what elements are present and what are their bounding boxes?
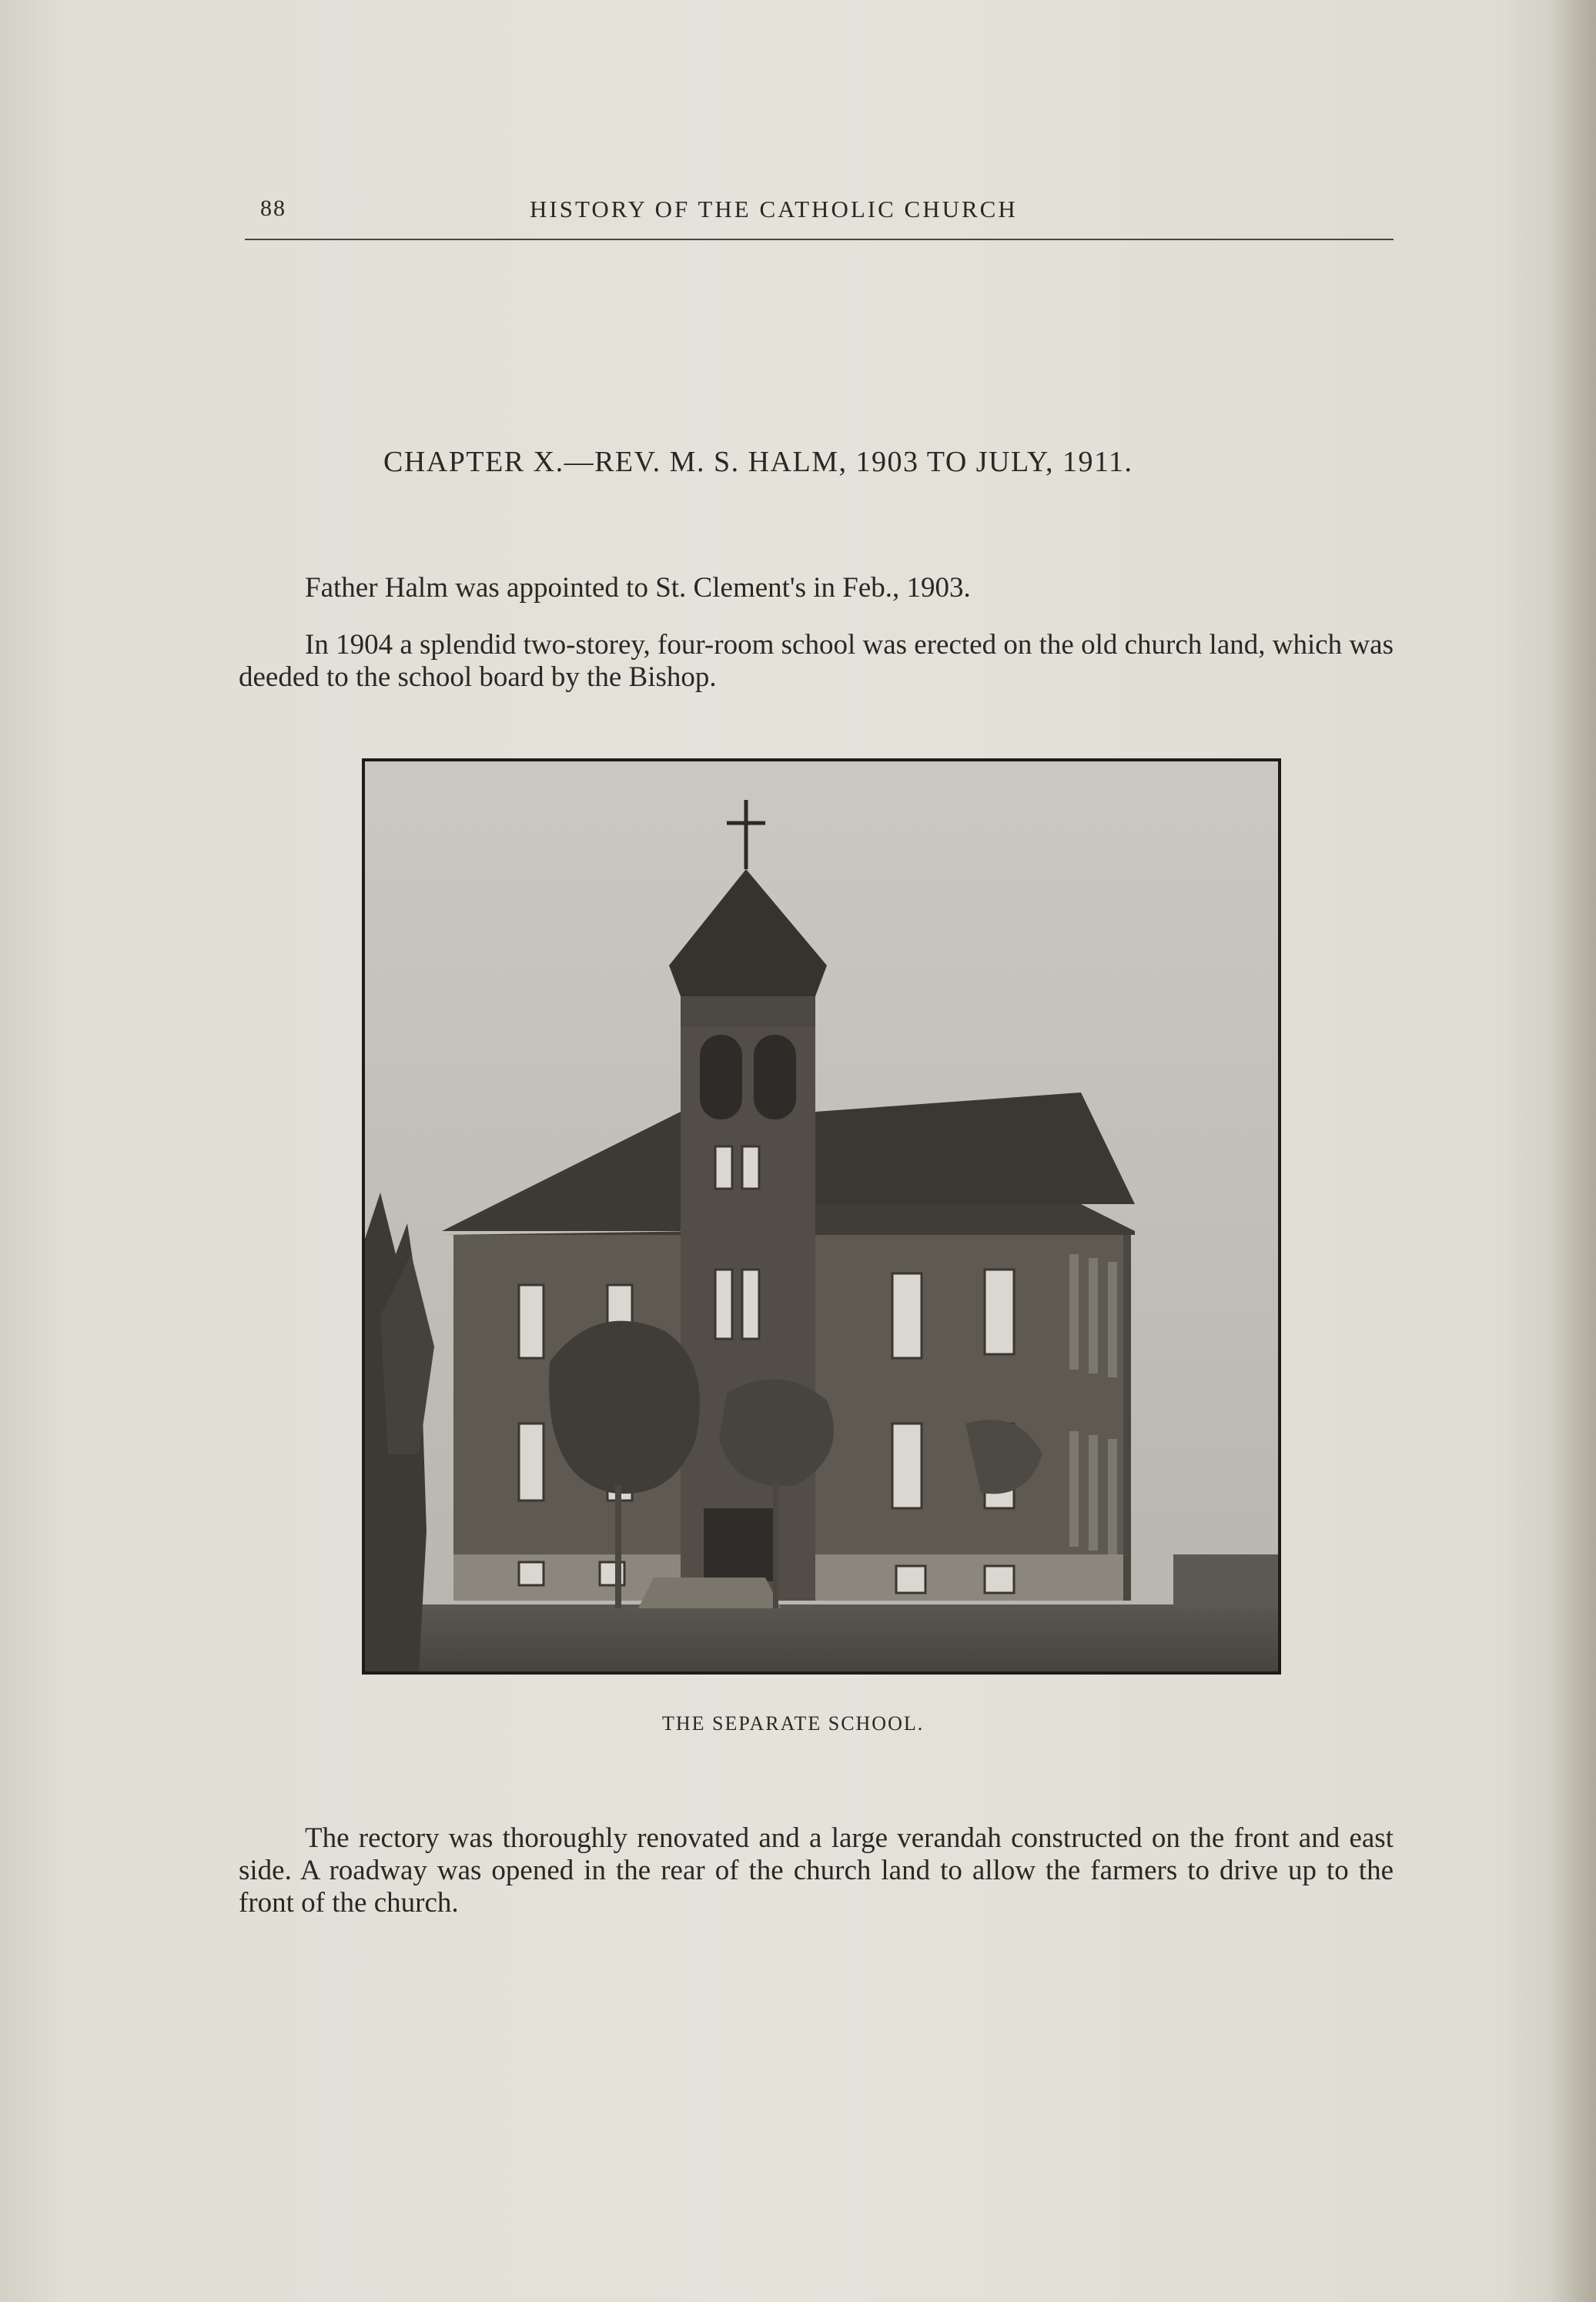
page-edge-shadow bbox=[1550, 0, 1596, 2302]
header-rule bbox=[245, 239, 1394, 240]
page-number: 88 bbox=[260, 196, 286, 221]
paragraph-rectory: The rectory was thoroughly renovated and a large verandah constructed on the front and east side. A roadway was opened in the rear of the church land to allow the farmers to drive up to the front of the church. bbox=[239, 1822, 1394, 1919]
school-building-image bbox=[365, 761, 1278, 1671]
paragraph-appointment: Father Halm was appointed to St. Clement's in Feb., 1903. bbox=[305, 572, 971, 604]
paragraph-school: In 1904 a splendid two-storey, four-room school was erected on the old church land, which was deeded to the school board by the Bishop. bbox=[239, 629, 1394, 693]
chapter-heading: CHAPTER X.—REV. M. S. HALM, 1903 TO JULY, 1911. bbox=[383, 446, 1133, 478]
school-photograph bbox=[362, 758, 1281, 1675]
running-header bbox=[245, 196, 1394, 226]
photo-caption: THE SEPARATE SCHOOL. bbox=[662, 1712, 925, 1735]
running-title: HISTORY OF THE CATHOLIC CHURCH bbox=[530, 196, 1018, 223]
